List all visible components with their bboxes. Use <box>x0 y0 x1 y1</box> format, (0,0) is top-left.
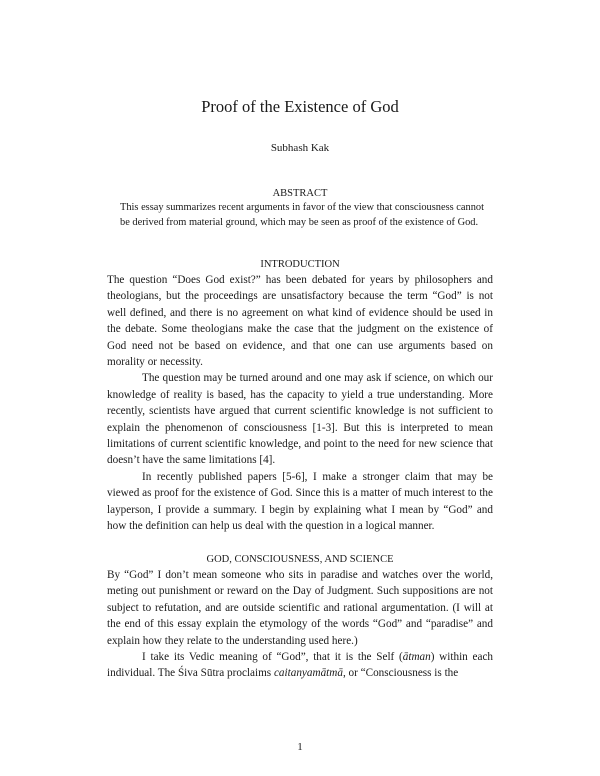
abstract-heading: ABSTRACT <box>272 188 328 199</box>
page-number: 1 <box>297 741 303 753</box>
text-run: ) within each individual. The Śiva Sūtra proclaims <box>107 651 493 680</box>
sanskrit-term: ātman <box>402 651 431 664</box>
paper-title: Proof of the Existence of God <box>201 97 399 116</box>
sanskrit-term: caitanyamātmā <box>273 667 343 680</box>
paragraph: In recently published papers [5-6], I make a stronger claim that may be viewed as proof for the existence of God. Since this is a matter of much interest to the layperson, I provide a summary. I begin by explaining what I mean by “God” and how the definition can help us deal with the question in a logical manner. <box>107 470 493 533</box>
abstract-text: This essay summarizes recent arguments in favor of the view that consciousness cannot be derived from material ground, which may be seen as proof of the existence of God. <box>120 202 484 228</box>
section-heading-introduction: INTRODUCTION <box>260 259 340 270</box>
paragraph: The question “Does God exist?” has been debated for years by philosophers and theologians, but the proceedings are unsatisfactory because the term “God” is not well defined, and there is no agreement on what kind of evidence should be used in the debate. Some theologians make the case that the judgment on the existence of God need not be based on evidence, and that one can use arguments based on morality or necessity. <box>107 274 493 369</box>
god-consciousness-science-body <box>107 567 493 682</box>
paragraph: The question may be turned around and one may ask if science, on which our knowledge of reality is based, has the capacity to yield a true understanding. More recently, scientists have argued that current scientific knowledge is not sufficient to explain the phenomenon of consciousness [1-3]. But this is interpreted to mean limitations of current scientific knowledge, and point to the need for new science that doesn’t have the same limitations [4]. <box>107 372 493 467</box>
text-run: , or “Consciousness is the <box>342 667 459 680</box>
paragraph: By “God” I don’t mean someone who sits in paradise and watches over the world, meting out punishment or reward on the Day of Judgment. Such suppositions are not subject to refutation, and are outside scientific and rational argumentation. (I will at the end of this essay explain the etymology of the words “God” and “paradise” and explain how they relate to the understanding used here.) <box>107 569 493 647</box>
text-run: I take its Vedic meaning of “God”, that it is the Self ( <box>142 651 403 664</box>
author-name: Subhash Kak <box>270 142 330 154</box>
paragraph <box>107 649 493 682</box>
introduction-body <box>107 272 493 535</box>
section-heading-god-consciousness-science: GOD, CONSCIOUSNESS, AND SCIENCE <box>206 554 394 565</box>
